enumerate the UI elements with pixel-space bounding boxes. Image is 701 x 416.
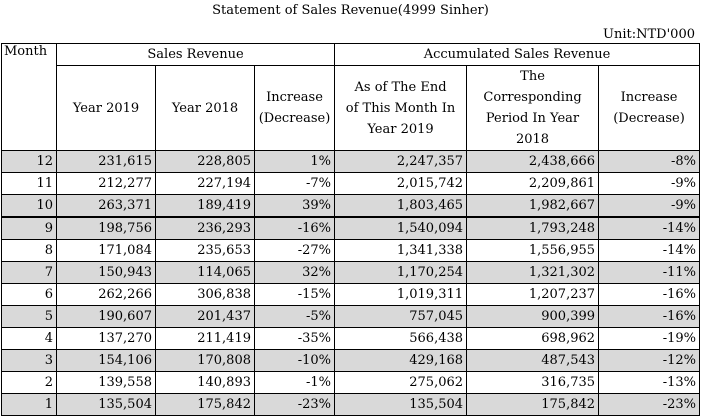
year2019-cell: 139,558: [57, 372, 156, 394]
year2019-cell: 150,943: [57, 262, 156, 284]
sales-revenue-table: [1, 43, 700, 416]
increase-cell: -23%: [255, 394, 335, 416]
acc-increase-header-line1: Increase: [620, 90, 678, 105]
corresponding-header: [467, 66, 599, 151]
acc2018-cell: 900,399: [467, 306, 599, 328]
acc2018-cell: 316,735: [467, 372, 599, 394]
year2019-cell: 263,371: [57, 195, 156, 218]
page-title: Statement of Sales Revenue(4999 Sinher): [212, 3, 489, 18]
year2019-cell: 231,615: [57, 151, 156, 173]
acc-increase-cell: -19%: [599, 328, 700, 350]
header-row-2: [2, 66, 700, 151]
acc-increase-cell: -11%: [599, 262, 700, 284]
acc-increase-cell: -14%: [599, 217, 700, 240]
month-cell: 3: [2, 350, 57, 372]
year2018-cell: 175,842: [156, 394, 255, 416]
month-cell: 10: [2, 195, 57, 218]
accumulated-header: Accumulated Sales Revenue: [335, 44, 700, 66]
corresponding-header-line2: Period In Year: [485, 111, 580, 126]
acc2019-cell: 1,170,254: [335, 262, 467, 284]
acc2019-cell: 429,168: [335, 350, 467, 372]
acc-increase-header-line2: (Decrease): [613, 111, 685, 126]
year2018-cell: 211,419: [156, 328, 255, 350]
month-cell: 7: [2, 262, 57, 284]
year2018-cell: 228,805: [156, 151, 255, 173]
acc2019-cell: 1,019,311: [335, 284, 467, 306]
acc2018-cell: 2,438,666: [467, 151, 599, 173]
month-cell: 11: [2, 173, 57, 195]
year2018-cell: 189,419: [156, 195, 255, 218]
corresponding-header-line3: 2018: [515, 132, 550, 147]
sales-revenue-header: Sales Revenue: [57, 44, 335, 66]
acc2019-cell: 275,062: [335, 372, 467, 394]
year2018-cell: 306,838: [156, 284, 255, 306]
increase-cell: -15%: [255, 284, 335, 306]
table-row: [2, 151, 700, 173]
table-row: [2, 284, 700, 306]
table-row: [2, 328, 700, 350]
year2018-cell: 227,194: [156, 173, 255, 195]
asof-header-line2: of This Month In: [345, 100, 456, 116]
acc2018-cell: 698,962: [467, 328, 599, 350]
increase-cell: -27%: [255, 240, 335, 262]
increase-cell: -1%: [255, 372, 335, 394]
table-row: [2, 350, 700, 372]
month-cell: 4: [2, 328, 57, 350]
acc2019-cell: 1,540,094: [335, 217, 467, 240]
month-cell: 6: [2, 284, 57, 306]
year2019-cell: 190,607: [57, 306, 156, 328]
acc2019-cell: 135,504: [335, 394, 467, 416]
year2019-cell: 198,756: [57, 217, 156, 240]
unit-label: Unit:NTD'000: [603, 27, 695, 42]
asof-header-line1: As of The End: [354, 79, 447, 95]
acc2018-cell: 1,321,302: [467, 262, 599, 284]
year2019-cell: 212,277: [57, 173, 156, 195]
acc2018-cell: 1,982,667: [467, 195, 599, 218]
acc-increase-cell: -8%: [599, 151, 700, 173]
asof-header: [335, 66, 467, 151]
acc2018-cell: 1,556,955: [467, 240, 599, 262]
increase-cell: 32%: [255, 262, 335, 284]
year2018-cell: 201,437: [156, 306, 255, 328]
table-row: [2, 240, 700, 262]
acc2019-cell: 2,015,742: [335, 173, 467, 195]
month-cell: 5: [2, 306, 57, 328]
acc2019-cell: 1,341,338: [335, 240, 467, 262]
table-row: [2, 262, 700, 284]
increase-cell: -7%: [255, 173, 335, 195]
year2019-header: Year 2019: [57, 66, 156, 151]
acc-increase-cell: -9%: [599, 195, 700, 218]
year2019-cell: 262,266: [57, 284, 156, 306]
year2018-header: Year 2018: [156, 66, 255, 151]
acc2019-cell: 1,803,465: [335, 195, 467, 218]
table-row: [2, 217, 700, 240]
acc-increase-header: [599, 66, 700, 151]
month-header: Month: [2, 44, 57, 151]
increase-header: [255, 66, 335, 151]
acc-increase-cell: -13%: [599, 372, 700, 394]
table-row: [2, 173, 700, 195]
table-row: [2, 195, 700, 218]
acc2018-cell: 175,842: [467, 394, 599, 416]
year2019-cell: 137,270: [57, 328, 156, 350]
acc-increase-cell: -16%: [599, 306, 700, 328]
increase-cell: -10%: [255, 350, 335, 372]
acc2019-cell: 2,247,357: [335, 151, 467, 173]
month-cell: 2: [2, 372, 57, 394]
table-row: [2, 394, 700, 416]
increase-cell: 1%: [255, 151, 335, 173]
table-row: [2, 306, 700, 328]
asof-header-line3: Year 2019: [367, 121, 434, 137]
acc-increase-cell: -16%: [599, 284, 700, 306]
acc-increase-cell: -12%: [599, 350, 700, 372]
header-row-1: [2, 44, 700, 66]
acc-increase-cell: -14%: [599, 240, 700, 262]
increase-cell: -35%: [255, 328, 335, 350]
month-cell: 1: [2, 394, 57, 416]
month-cell: 12: [2, 151, 57, 173]
increase-cell: 39%: [255, 195, 335, 218]
year2019-cell: 154,106: [57, 350, 156, 372]
corresponding-header-line1: The Corresponding: [483, 69, 582, 105]
acc-increase-cell: -23%: [599, 394, 700, 416]
year2018-cell: 236,293: [156, 217, 255, 240]
acc2018-cell: 1,207,237: [467, 284, 599, 306]
increase-header-line2: (Decrease): [258, 111, 331, 126]
increase-cell: -5%: [255, 306, 335, 328]
increase-cell: -16%: [255, 217, 335, 240]
month-cell: 8: [2, 240, 57, 262]
year2018-cell: 170,808: [156, 350, 255, 372]
year2018-cell: 235,653: [156, 240, 255, 262]
acc2018-cell: 487,543: [467, 350, 599, 372]
acc2019-cell: 757,045: [335, 306, 467, 328]
table-row: [2, 372, 700, 394]
acc-increase-cell: -9%: [599, 173, 700, 195]
increase-header-line1: Increase: [266, 90, 323, 105]
year2018-cell: 114,065: [156, 262, 255, 284]
acc2019-cell: 566,438: [335, 328, 467, 350]
month-cell: 9: [2, 217, 57, 240]
acc2018-cell: 2,209,861: [467, 173, 599, 195]
year2019-cell: 171,084: [57, 240, 156, 262]
acc2018-cell: 1,793,248: [467, 217, 599, 240]
year2018-cell: 140,893: [156, 372, 255, 394]
year2019-cell: 135,504: [57, 394, 156, 416]
